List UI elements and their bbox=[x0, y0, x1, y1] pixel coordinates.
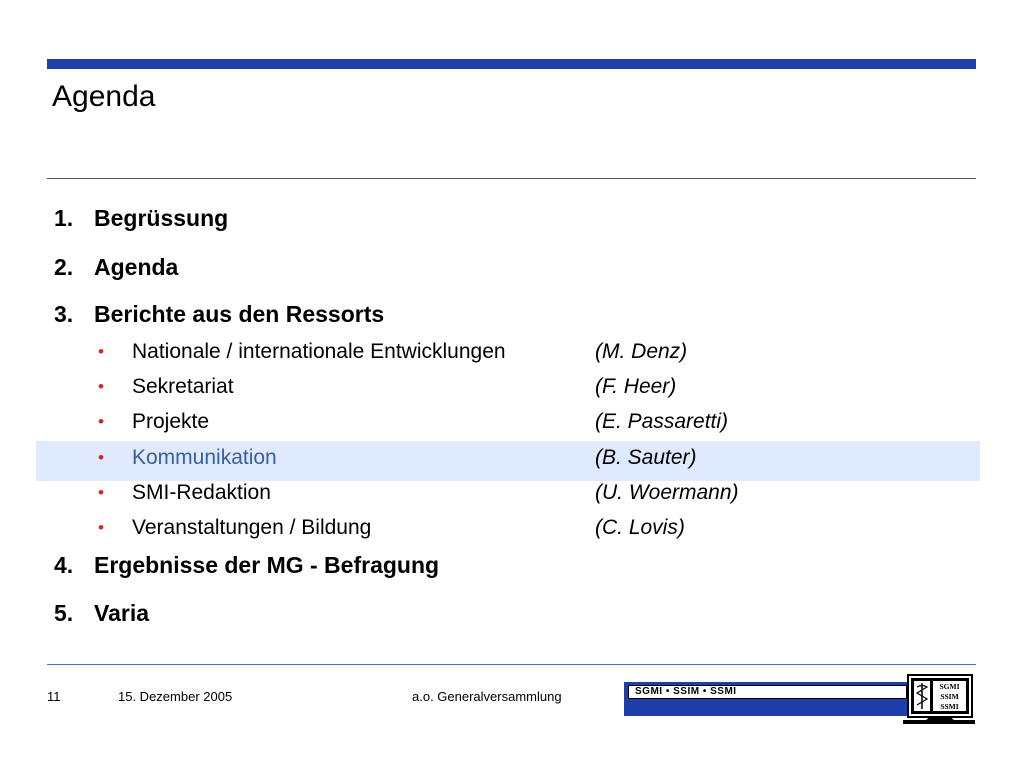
logo-line-sgmi: SGMI bbox=[939, 682, 960, 691]
subitem-label: SMI-Redaktion bbox=[132, 481, 271, 504]
footer-divider bbox=[47, 664, 976, 665]
logo-line-ssim: SSIM bbox=[940, 692, 959, 701]
subitem-owner: (M. Denz) bbox=[595, 340, 688, 363]
subitem-owner: (U. Woermann) bbox=[595, 481, 739, 504]
agenda-item-label: Begrüssung bbox=[94, 205, 229, 231]
subitem-label: Projekte bbox=[132, 410, 210, 433]
bullet-icon: • bbox=[98, 342, 104, 361]
bullet-icon: • bbox=[98, 412, 104, 431]
agenda-item-label: Varia bbox=[94, 600, 149, 626]
bullet-icon: • bbox=[98, 377, 104, 396]
agenda-item-number: 5. bbox=[54, 600, 74, 626]
agenda-item-number: 3. bbox=[54, 301, 74, 327]
page-number: 11 bbox=[47, 689, 61, 704]
subitem-owner: (C. Lovis) bbox=[595, 516, 685, 539]
bullet-icon: • bbox=[98, 448, 104, 467]
logo-line-ssmi: SSMI bbox=[940, 702, 959, 711]
subitem-owner: (E. Passaretti) bbox=[595, 410, 729, 433]
subitem-owner: (F. Heer) bbox=[595, 375, 677, 398]
slide-title: Agenda bbox=[52, 80, 156, 113]
agenda-item-label: Agenda bbox=[94, 254, 179, 280]
footer-event: a.o. Generalversammlung bbox=[412, 689, 562, 704]
sgmi-monitor-logo-icon bbox=[902, 674, 976, 726]
agenda-item-number: 2. bbox=[54, 254, 74, 280]
agenda-item-label: Ergebnisse der MG - Befragung bbox=[94, 552, 440, 578]
logo-banner bbox=[624, 682, 909, 716]
title-accent-bar bbox=[47, 59, 976, 69]
subitem-owner: (B. Sauter) bbox=[595, 446, 697, 469]
logo-banner-text: SGMI • SSIM • SSMI bbox=[635, 686, 737, 697]
footer-date: 15. Dezember 2005 bbox=[118, 689, 233, 704]
agenda-item-number: 4. bbox=[54, 552, 74, 578]
agenda-item-label: Berichte aus den Ressorts bbox=[94, 301, 385, 327]
logo-banner-label-box bbox=[628, 685, 907, 699]
title-divider bbox=[47, 178, 976, 179]
bullet-icon: • bbox=[98, 483, 104, 502]
subitem-label: Veranstaltungen / Bildung bbox=[132, 516, 372, 539]
subitem-label: Sekretariat bbox=[132, 375, 234, 398]
agenda-item-number: 1. bbox=[54, 205, 74, 231]
bullet-icon: • bbox=[98, 518, 104, 537]
subitem-label: Nationale / internationale Entwicklungen bbox=[132, 340, 506, 363]
subitem-label: Kommunikation bbox=[132, 446, 277, 469]
